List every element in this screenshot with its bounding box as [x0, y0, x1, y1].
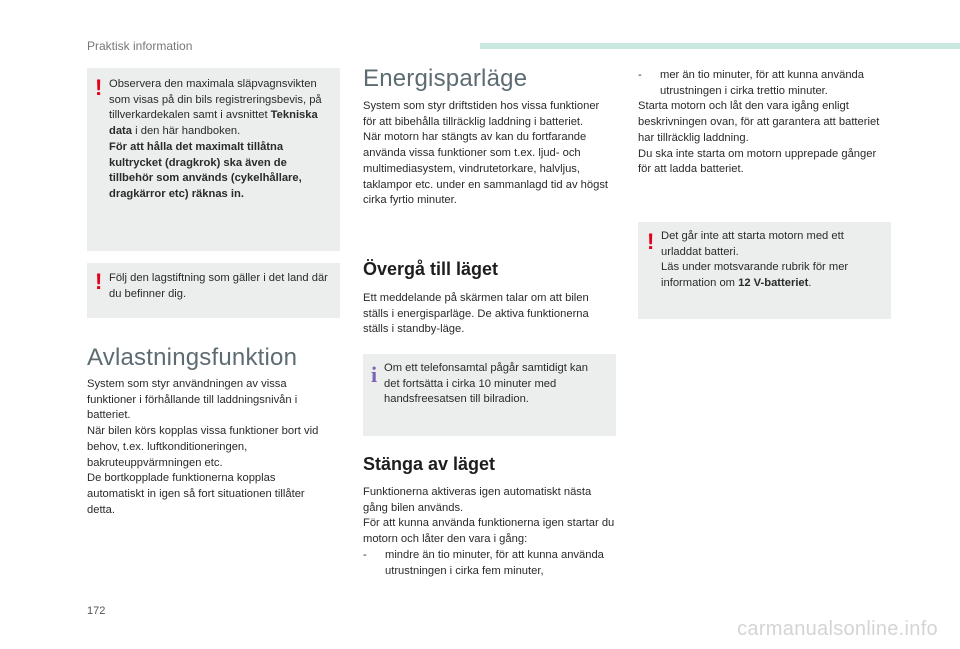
paragraph: När bilen körs kopplas vissa funktioner bort vid behov, t.ex. luftkonditioneringen, bakruteuppvärmningen etc. [87, 425, 319, 469]
info-box-phone-call [363, 354, 616, 436]
info-icon: i [371, 362, 378, 387]
warning-box-trailer-weight [87, 68, 340, 251]
warning-box-legislation [87, 263, 340, 318]
list-item: - mindre än tio minuter, för att kunna använda utrustningen i cirka fem minuter, [363, 548, 604, 577]
paragraph: För att kunna använda funktionerna igen startar du motorn och låter den vara i gång: [363, 517, 615, 546]
list-dash: - [638, 69, 642, 81]
subsection-title-exit-mode: Stänga av läget [363, 454, 496, 474]
paragraph: Du ska inte starta om motorn upprepade gånger för att ladda batteriet. [638, 147, 877, 176]
warning-text: Observera den maximala släpvagnsvikten som visas på din bils registreringsbevis, på tillverkardekalen samt i avsnittet Tekniska data i den här handboken. [109, 78, 322, 138]
paragraph: De bortkopplade funktionerna kopplas automatiskt in igen så fort situationen tillåter detta. [87, 472, 305, 516]
info-text: Om ett telefonsamtal pågår samtidigt kan det fortsätta i cirka 10 minuter med handsfreesatsen till bilradion. [384, 362, 588, 406]
warning-icon: ! [95, 75, 103, 100]
paragraph: Funktionerna aktiveras igen automatiskt nästa gång bilen används. [363, 486, 592, 514]
page-number: 172 [87, 605, 106, 617]
section-title-energy-saving: Energisparläge [363, 65, 528, 92]
warning-icon: ! [95, 269, 103, 294]
paragraph: System som styr driftstiden hos vissa funktioner för att bibehålla tillräcklig laddning i batteriet. [363, 100, 600, 128]
section-title-load-shedding: Avlastningsfunktion [87, 344, 298, 371]
section-header: Praktisk information [87, 39, 193, 53]
warning-icon: ! [647, 229, 655, 254]
paragraph: Ett meddelande på skärmen talar om att bilen ställs i energisparläge. De aktiva funktionerna ställs i standby-läge. [363, 292, 589, 336]
warning-text: Det går inte att starta motorn med ett urladdat batteri. [661, 230, 844, 258]
list-item: - mer än tio minuter, för att kunna använda utrustningen i cirka trettio minuter. [638, 69, 864, 97]
header-accent-bar [480, 43, 960, 49]
subsection-body-enter-mode [363, 291, 613, 338]
list-dash: - [363, 548, 367, 561]
section-body-load-shedding [87, 377, 332, 518]
warning-text: Följ den lagstiftning som gäller i det land där du befinner dig. [109, 272, 328, 300]
subsection-body-exit-mode [363, 485, 618, 579]
warning-box-discharged-battery [638, 222, 891, 319]
warning-text-bold: För att hålla det maximalt tillåtna kultrycket (dragkrok) ska även de tillbehör som används (cykelhållare, dragkärror etc) räknas in. [109, 140, 302, 200]
section-body-energy-saving [363, 99, 613, 209]
paragraph: Starta motorn och låt den vara igång enligt beskrivningen ovan, för att garantera att batteriet har tillräcklig laddning. [638, 100, 880, 144]
continued-body [638, 68, 888, 178]
warning-text: Läs under motsvarande rubrik för mer information om 12 V-batteriet. [661, 261, 849, 290]
paragraph: När motorn har stängts av kan du fortfarande använda vissa funktioner som t.ex. ljud- och multimediasystem, vindrutetorkare, halvljus, taklampor etc. under en sammanlagd tid av högst cirka fyrtio minuter. [363, 131, 609, 207]
subsection-title-enter-mode: Övergå till läget [363, 259, 499, 279]
watermark: carmanualsonline.info [737, 618, 938, 640]
paragraph: System som styr användningen av vissa funktioner i förhållande till laddningsnivån i batteriet. [87, 378, 298, 422]
